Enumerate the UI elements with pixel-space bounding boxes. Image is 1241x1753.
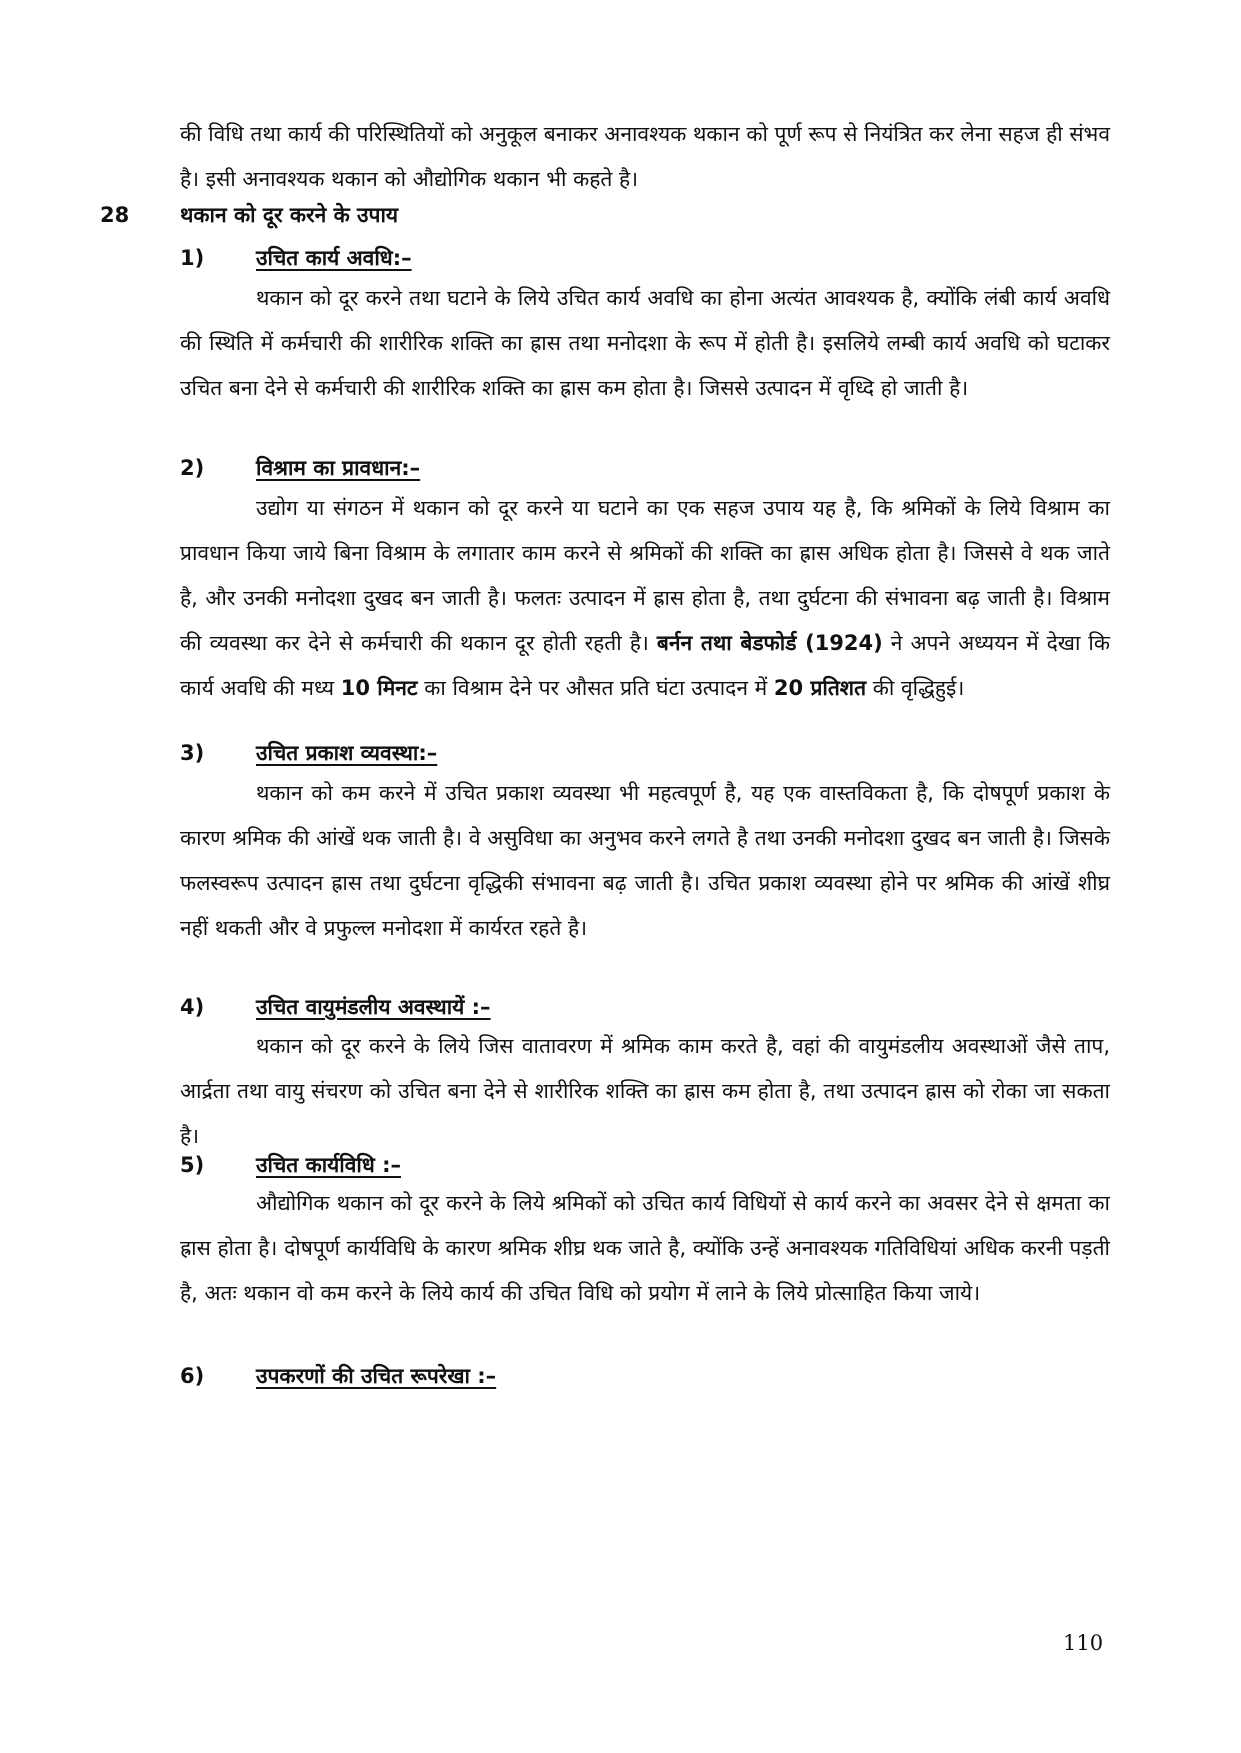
item-1-number: 1) [180, 246, 205, 270]
item-2-citation: बर्नन तथा बेडफोर्ड (1924) [656, 631, 883, 655]
item-2-text-c: का विश्राम देने पर औसत प्रति घंटा उत्पादन में [424, 676, 768, 700]
intro-paragraph: की विधि तथा कार्य की परिस्थितियों को अनुकूल बनाकर अनावश्यक थकान को पूर्ण रूप से नियंत्रित कर लेना सहज ही संभव है। इसी अनावश्यक थकान को औद्योगिक थकान भी कहते है। [180, 122, 1110, 191]
item-1-title: उचित कार्य अवधि:– [256, 246, 412, 270]
item-2-percent: 20 प्रतिशत [773, 676, 867, 700]
item-2-duration: 10 मिनट [340, 676, 418, 700]
item-6-number: 6) [180, 1364, 205, 1388]
item-3-body: थकान को कम करने में उचित प्रकाश व्यवस्था भी महत्वपूर्ण है, यह एक वास्तविकता है, कि दोषपूर्ण प्रकाश के कारण श्रमिक की आंखें थक जाती है। वे असुविधा का अनुभव करने लगते है तथा उनकी मनोदशा दुखद बन जाती है। जिसके फलस्वरूप उत्पादन ह्रास तथा दुर्घटना वृद्धिकी संभावना बढ़ जाती है। उचित प्रकाश व्यवस्था होने पर श्रमिक की आंखें शीघ्र नहीं थकती और वे प्रफुल्ल मनोदशा में कार्यरत रहते है। [180, 781, 1110, 940]
item-3-title: उचित प्रकाश व्यवस्था:– [256, 741, 438, 765]
item-4-body: थकान को दूर करने के लिये जिस वातावरण में श्रमिक काम करते है, वहां की वायुमंडलीय अवस्थाओं जैसे ताप, आर्द्रता तथा वायु संचरण को उचित बना देने से शारीरिक शक्ति का ह्रास कम होता है, तथा उत्पादन ह्रास को रोका जा सकता है। [180, 1034, 1110, 1148]
item-6-title: उपकरणों की उचित रूपरेखा :– [256, 1364, 497, 1388]
section-number: 28 [100, 203, 130, 227]
item-2-text-a: उद्योग या संगठन में थकान को दूर करने या घटाने का एक सहज उपाय यह है, कि श्रमिकों के लिये विश्राम का प्रावधान किया जाये बिना विश्राम के लगातार काम करने से श्रमिकों की शक्ति का ह्रास अधिक होता है। जिससे वे थक जाते है, और उनकी मनोदशा दुखद बन जाती है। फलतः उत्पादन में ह्रास होता है, तथा दुर्घटना की संभावना बढ़ जाती है। विश्राम की व्यवस्था कर देने से कर्मचारी की थकान दूर होती रहती है। [180, 496, 1110, 655]
page-number: 110 [1063, 1631, 1104, 1655]
item-5-title: उचित कार्यविधि :– [256, 1153, 401, 1177]
item-2-title: विश्राम का प्रावधान:– [256, 456, 421, 480]
item-1-body: थकान को दूर करने तथा घटाने के लिये उचित कार्य अवधि का होना अत्यंत आवश्यक है, क्योंकि लंबी कार्य अवधि की स्थिति में कर्मचारी की शारीरिक शक्ति का ह्रास तथा मनोदशा के रूप में होती है। इसलिये लम्बी कार्य अवधि को घटाकर उचित बना देने से कर्मचारी की शारीरिक शक्ति का ह्रास कम होता है। जिससे उत्पादन में वृध्दि हो जाती है। [180, 286, 1110, 400]
item-2-text-d: की वृद्धिहुई। [872, 676, 965, 700]
item-5-body: औद्योगिक थकान को दूर करने के लिये श्रमिकों को उचित कार्य विधियों से कार्य करने का अवसर देने से क्षमता का ह्रास होता है। दोषपूर्ण कार्यविधि के कारण श्रमिक शीघ्र थक जाते है, क्योंकि उन्हें अनावश्यक गतिविधियां अधिक करनी पड़ती है, अतः थकान वो कम करने के लिये कार्य की उचित विधि को प्रयोग में लाने के लिये प्रोत्साहित किया जाये। [180, 1191, 1110, 1305]
item-4-title: उचित वायुमंडलीय अवस्थायें :– [256, 995, 491, 1019]
item-2-body [180, 486, 1110, 711]
item-2-number: 2) [180, 456, 205, 480]
item-4-number: 4) [180, 995, 205, 1019]
section-title: थकान को दूर करने के उपाय [180, 203, 399, 227]
item-3-number: 3) [180, 741, 205, 765]
item-5-number: 5) [180, 1153, 205, 1177]
item-2-text-b: ने अपने अध्ययन में देखा कि कार्य अवधि की मध्य [180, 631, 1110, 700]
